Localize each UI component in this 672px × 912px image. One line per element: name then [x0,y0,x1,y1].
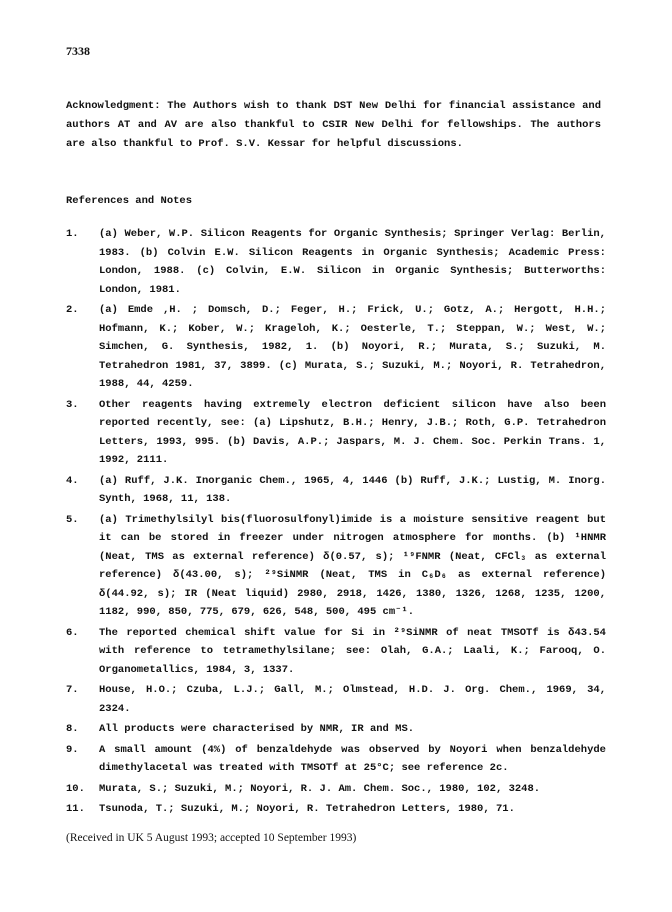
reference-number: 11. [66,803,85,815]
reference-text: Tsunoda, T.; Suzuki, M.; Noyori, R. Tetrahedron Letters, 1980, 71. [99,803,515,815]
reference-number: 10. [66,782,85,795]
reference-text: All products were characterised by NMR, IR and MS. [99,723,415,735]
reference-number: 3. [66,398,79,411]
reference-number: 9. [66,743,79,756]
reference-text: (a) Trimethylsilyl bis(fluorosulfonyl)imide is a moisture sensitive reagent but it can be stored in freezer under nitrogen atmosphere for months. (b) ¹HNMR (Neat, TMS as external reference) δ(0.57, s); ¹⁹FNMR (Neat, CFCl₃ as external reference) δ(43.00, s); ²⁹SiNMR (Neat, TMS in C₆D₆ as external reference) δ(44.92, s); IR (Neat liquid) 2980, 2918, 1426, 1380, 1326, 1268, 1235, 1200, 1182, 990, 850, 775, 679, 626, 548, 500, 495 cm⁻¹. [99,513,606,618]
reference-item [66,511,606,622]
page-number: 7338 [66,44,90,58]
reference-number: 1. [66,228,79,240]
reference-item [66,301,606,394]
reference-text: The reported chemical shift value for Si in ²⁹SiNMR of neat TMSOTf is δ43.54 with reference to tetramethylsilane; see: Olah, G.A.; Laali, K.; Farooq, O. Organometallics, 1984, 3, 1337. [99,626,606,676]
reference-text: (a) Ruff, J.K. Inorganic Chem., 1965, 4, 1446 (b) Ruff, J.K.; Lustig, M. Inorg. Synth, 1968, 11, 138. [99,474,606,505]
acknowledgment-paragraph [66,97,601,154]
reference-item [66,472,606,509]
reference-item [66,396,606,470]
reference-text: (a) Emde ,H. ; Domsch, D.; Feger, H.; Frick, U.; Gotz, A.; Hergott, H.H.; Hofmann, K.; Kober, W.; Krageloh, K.; Oesterle, T.; Steppan, W.; West, W.; Simchen, G. Synthesis, 1982, 1. (b) Noyori, R.; Murata, S.; Suzuki, M. Tetrahedron 1981, 37, 3899. (c) Murata, S.; Suzuki, M.; Noyori, R. Tetrahedron, 1988, 44, 4259. [99,304,606,390]
reference-item [66,800,606,819]
reference-item [66,720,606,739]
reference-item [66,624,606,680]
reference-item [66,741,606,778]
reference-number: 7. [66,684,79,696]
reference-item [66,681,606,718]
reference-text: Other reagents having extremely electron deficient silicon have also been reported recently, see: (a) Lipshutz, B.H.; Henry, J.B.; Roth, G.P. Tetrahedron Letters, 1993, 995. (b) Davis, A.P.; Jaspars, M. J. Chem. Soc. Perkin Trans. 1, 1992, 2111. [99,398,606,466]
acknowledgment-label: Acknowledgment: [66,100,161,112]
reference-number: 5. [66,513,79,526]
reference-number: 8. [66,723,79,735]
reference-number: 4. [66,474,79,487]
reference-text: House, H.O.; Czuba, L.J.; Gall, M.; Olmstead, H.D. J. Org. Chem., 1969, 34, 2324. [99,684,606,715]
reference-text: (a) Weber, W.P. Silicon Reagents for Organic Synthesis; Springer Verlag: Berlin, 1983. (b) Colvin E.W. Silicon Reagents in Organic Synthesis; Academic Press: London, 1988. (c) Colvin, E.W. Silicon in Organic Synthesis; Butterworths: London, 1981. [99,228,606,296]
reference-text: A small amount (4%) of benzaldehyde was observed by Noyori when benzaldehyde dimethylacetal was treated with TMSOTf at 25°C; see reference 2c. [99,743,606,774]
reference-number: 6. [66,626,79,639]
reference-number: 2. [66,304,79,316]
reference-list [66,225,606,819]
reference-item [66,780,606,799]
reference-text: Murata, S.; Suzuki, M.; Noyori, R. J. Am. Chem. Soc., 1980, 102, 3248. [99,782,541,795]
reference-item [66,225,606,299]
acknowledgment-text: The Authors wish to thank DST New Delhi for financial assistance and authors AT and AV are also thankful to CSIR New Delhi for fellowships. The authors are also thankful to Prof. S.V. Kessar for helpful discussions. [66,100,601,150]
received-note: (Received in UK 5 August 1993; accepted 10 September 1993) [66,832,357,844]
references-heading: References and Notes [66,195,193,207]
